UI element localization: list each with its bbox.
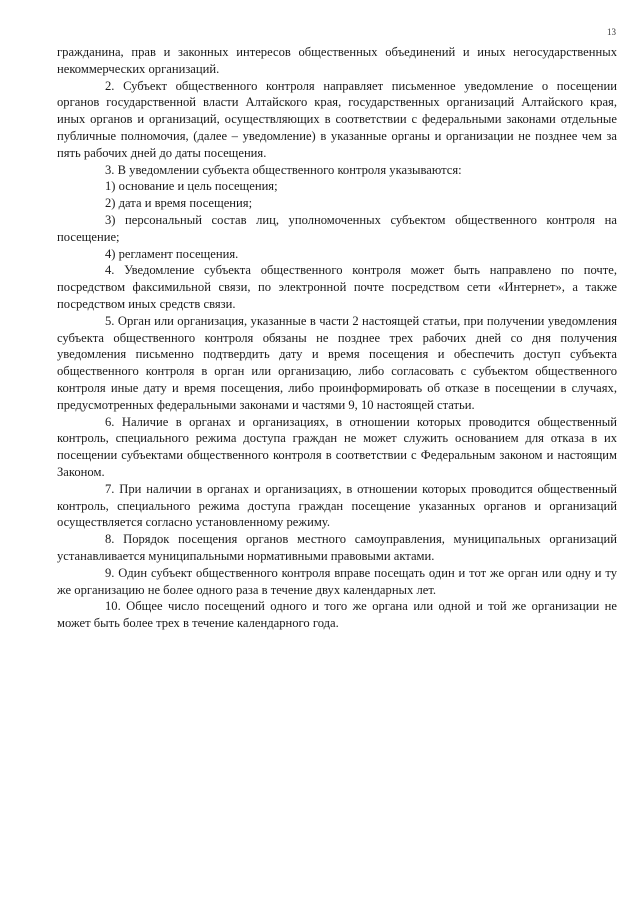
paragraph-part-8: 8. Порядок посещения органов местного самоуправления, муниципальных организаций устанавливается муниципальными нормативными правовыми актами. xyxy=(57,532,617,563)
document-body xyxy=(57,44,617,632)
paragraph-part-10: 10. Общее число посещений одного и того же органа или одной и той же организации не может быть более трех в течение календарного года. xyxy=(57,599,617,631)
list-item-3: 3) персональный состав лиц, уполномоченных субъектом общественного контроля на посещение; xyxy=(57,212,617,244)
paragraph-part-9: 9. Один субъект общественного контроля вправе посещать один и тот же орган или одну и ту же организацию не более одного раза в течение двух календарных лет. xyxy=(57,565,617,597)
paragraph-part-2: 2. Субъект общественного контроля направляет письменное уведомление о посещении органов государственной власти Алтайского края, государственных организаций Алтайского края, иных органов и организаций, осуществляющих в соответствии с федеральными законами отдельные публичные полномочия, (далее – уведомление) в указанные органы и организации не позднее чем за пять рабочих дней до даты посещения. xyxy=(57,78,617,160)
paragraph-part-6: 6. Наличие в органах и организациях, в отношении которых проводится общественный контроль, специального режима доступа граждан не может служить основанием для отказа в их посещении субъектами общественного контроля в соответствии с Федеральным законом и настоящим Законом. xyxy=(57,414,617,479)
paragraph-continuation: гражданина, прав и законных интересов общественных объединений и иных негосударственных некоммерческих организаций. xyxy=(57,45,617,76)
paragraph-part-3: 3. В уведомлении субъекта общественного контроля указываются: xyxy=(105,162,462,177)
list-item-4: 4) регламент посещения. xyxy=(105,246,239,261)
page-number: 13 xyxy=(607,27,616,37)
list-item-2: 2) дата и время посещения; xyxy=(105,196,253,211)
paragraph-part-5: 5. Орган или организация, указанные в части 2 настоящей статьи, при получении уведомления субъекта общественного контроля обязаны не позднее трех рабочих дней со дня получения уведомления письменно подтвердить дату и время посещения и обеспечить доступ субъекта общественного контроля в орган или организацию, либо согласовать с субъектом общественного контроля иные дату и время посещения, либо проинформировать об отказе в посещении в случаях, предусмотренных федеральными законами и частями 9, 10 настоящей статьи. xyxy=(57,313,617,412)
paragraph-part-4: 4. Уведомление субъекта общественного контроля может быть направлено по почте, посредством факсимильной связи, по электронной почте посредством сети «Интернет», а также посредством иных средств связи. xyxy=(57,263,617,311)
paragraph-part-7: 7. При наличии в органах и организациях, в отношении которых проводится общественный контроль, специального режима доступа граждан посещение указанных органов и организаций осуществляется согласно установленному режиму. xyxy=(57,481,617,530)
list-item-1: 1) основание и цель посещения; xyxy=(105,179,278,194)
